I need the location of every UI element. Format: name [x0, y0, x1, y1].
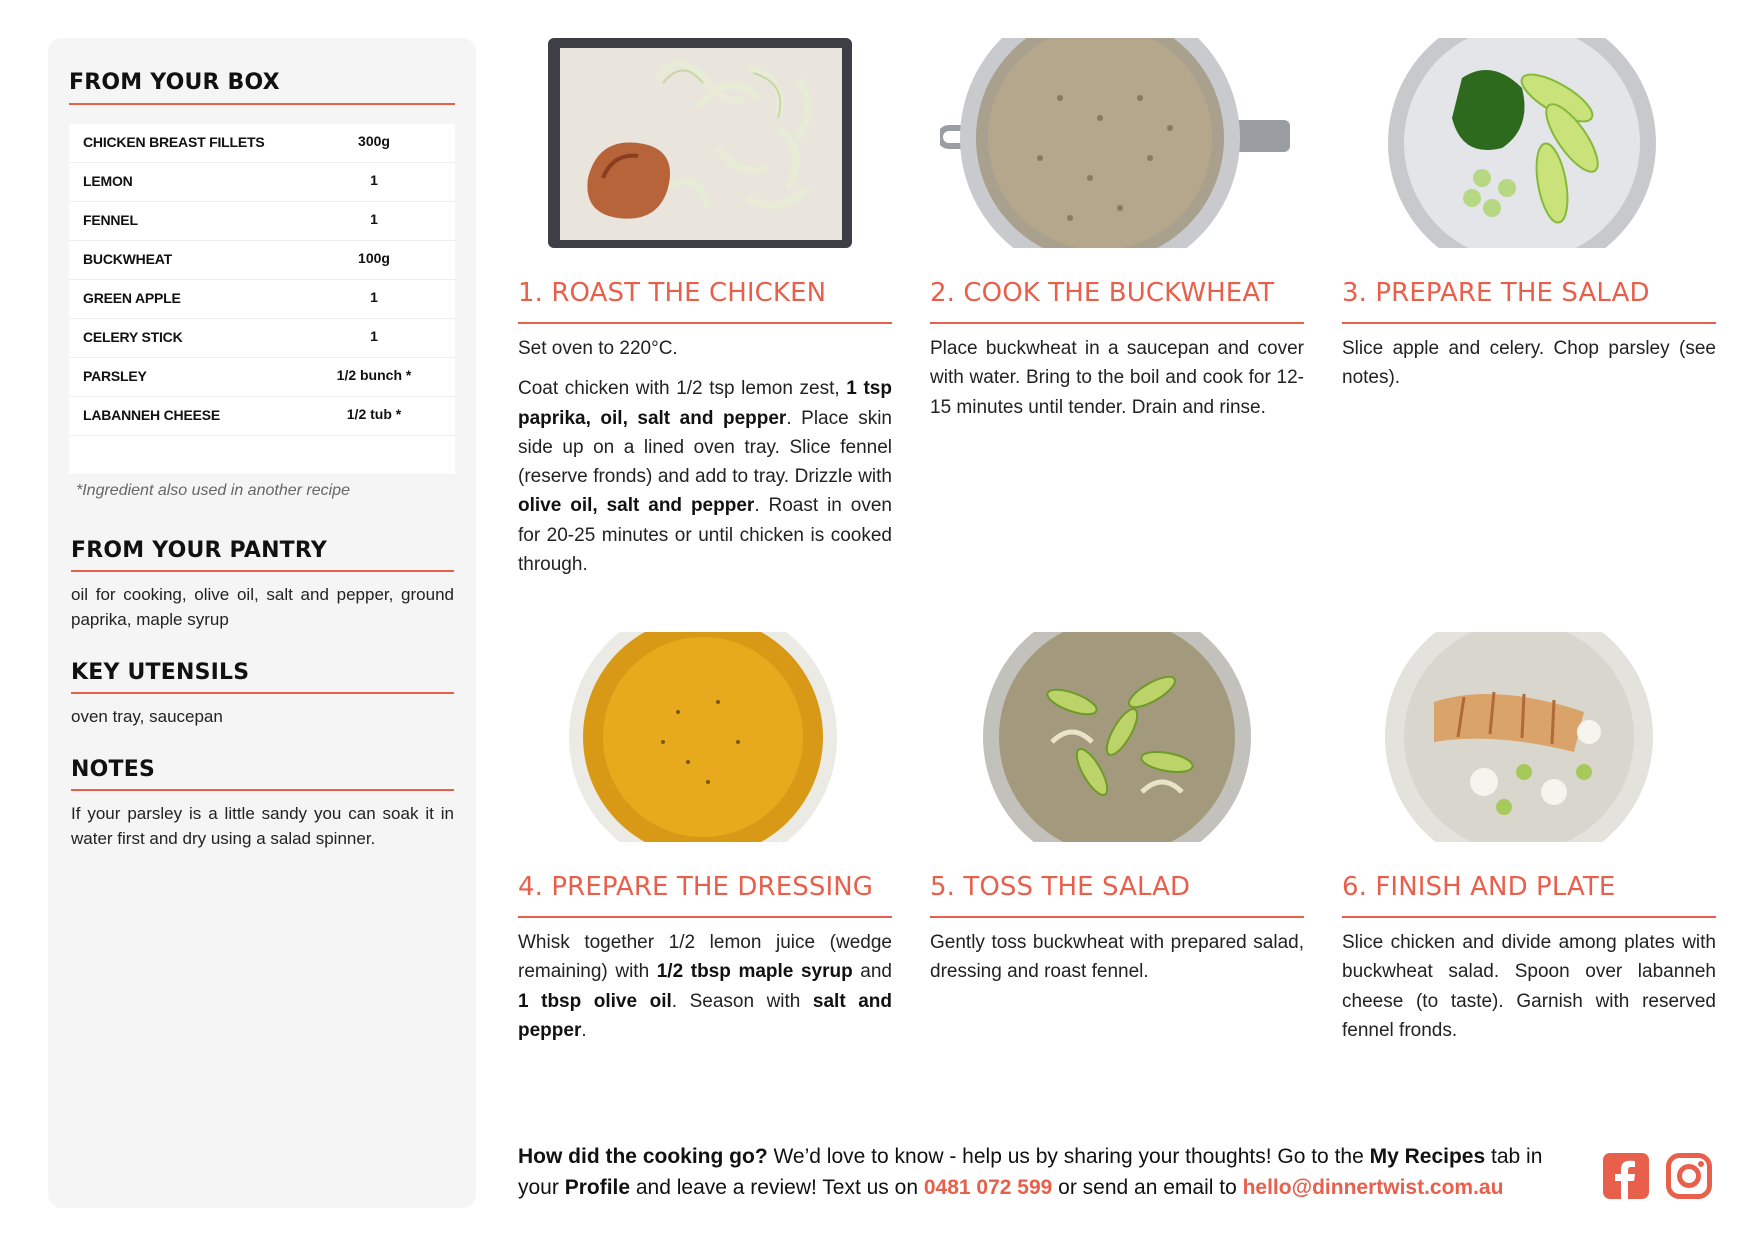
step-5-text: Gently toss buckwheat with prepared salad, dressing and roast fennel. — [930, 932, 1304, 983]
notes-title: NOTES — [71, 757, 155, 782]
ingredient-qty: 1/2 bunch * — [336, 367, 412, 383]
step-2-divider — [930, 322, 1304, 324]
shared-ingredient-footnote: *Ingredient also used in another recipe — [76, 482, 350, 499]
feedback-footer: How did the cooking go? We’d love to know - help us by sharing your thoughts! Go to the My Recipes tab in your Profile and leave a review! Text us on 0481 072 599 or send an email to hello@dinnertwist.com.au — [518, 1145, 1543, 1199]
step-3-text: Slice apple and celery. Chop parsley (see notes). — [1342, 338, 1716, 389]
ingredient-row — [69, 124, 455, 163]
ingredient-qty: 1 — [370, 289, 378, 305]
step-4-title: 4. PREPARE THE DRESSING — [518, 872, 874, 902]
ingredient-qty: 1 — [370, 172, 378, 188]
step-3-divider — [1342, 322, 1716, 324]
step-6-title: 6. FINISH AND PLATE — [1342, 872, 1616, 902]
ingredient-name: PARSLEY — [83, 368, 147, 384]
pantry-title: FROM YOUR PANTRY — [71, 538, 327, 563]
ingredient-qty: 1 — [370, 211, 378, 227]
roast-tray-photo — [548, 38, 852, 248]
ingredient-name: FENNEL — [83, 212, 138, 228]
step-2-title: 2. COOK THE BUCKWHEAT — [930, 278, 1275, 308]
ingredient-row — [69, 163, 455, 202]
step-3-body — [1342, 334, 1716, 404]
ingredient-row — [69, 397, 455, 436]
ingredient-name: LABANNEH CHEESE — [83, 407, 221, 423]
step-1-body — [518, 334, 892, 590]
tossed-salad-photo — [982, 632, 1252, 842]
ingredient-row — [69, 241, 455, 280]
ingredient-qty: 1 — [370, 328, 378, 344]
ingredient-name: CHICKEN BREAST FILLETS — [83, 134, 265, 150]
ingredient-name: CELERY STICK — [83, 329, 183, 345]
notes-text: If your parsley is a little sandy you can soak it in water first and dry using a salad spinner. — [71, 804, 454, 848]
ingredient-qty: 1/2 tub * — [346, 406, 402, 422]
utensils-divider — [71, 692, 454, 694]
step-2-body — [930, 334, 1304, 433]
utensils-title: KEY UTENSILS — [71, 660, 250, 685]
instagram-icon[interactable] — [1666, 1153, 1712, 1199]
buckwheat-strainer-photo — [940, 38, 1304, 248]
ingredients-sidebar — [48, 38, 476, 1208]
step-4-text: Whisk together 1/2 lemon juice (wedge remaining) with 1/2 tbsp maple syrup and 1 tbsp olive oil. Season with salt and pepper. — [518, 932, 892, 1041]
step-5-title: 5. TOSS THE SALAD — [930, 872, 1191, 902]
facebook-icon[interactable] — [1603, 1153, 1649, 1199]
ingredient-qty: 300g — [358, 133, 390, 149]
step-1-title: 1. ROAST THE CHICKEN — [518, 278, 827, 308]
ingredient-qty: 100g — [358, 250, 390, 266]
plated-dish-photo — [1384, 632, 1654, 842]
box-title-divider — [69, 103, 455, 105]
ingredient-name: LEMON — [83, 173, 133, 189]
step-1-text-1: Set oven to 220°C. — [518, 338, 678, 359]
ingredient-row — [69, 280, 455, 319]
email-link[interactable]: hello@dinnertwist.com.au — [1242, 1176, 1504, 1199]
ingredient-row — [69, 202, 455, 241]
ingredients-table — [69, 124, 455, 474]
step-6-divider — [1342, 916, 1716, 918]
step-2-text: Place buckwheat in a saucepan and cover with water. Bring to the boil and cook for 12-15 minutes until tender. Drain and rinse. — [930, 338, 1304, 418]
pantry-divider — [71, 570, 454, 572]
step-3-title: 3. PREPARE THE SALAD — [1342, 278, 1650, 308]
notes-divider — [71, 789, 454, 791]
dressing-bowl-photo — [568, 632, 838, 842]
step-4-divider — [518, 916, 892, 918]
step-6-text: Slice chicken and divide among plates with buckwheat salad. Spoon over labanneh cheese (to taste). Garnish with reserved fennel fronds. — [1342, 932, 1716, 1041]
step-5-body — [930, 928, 1304, 998]
phone-link[interactable]: 0481 072 599 — [923, 1176, 1053, 1199]
box-title: FROM YOUR BOX — [69, 70, 280, 95]
feedback-question: How did the cooking go? — [518, 1145, 768, 1168]
utensils-text: oven tray, saucepan — [71, 707, 223, 726]
ingredient-name: BUCKWHEAT — [83, 251, 172, 267]
step-5-divider — [930, 916, 1304, 918]
step-1-text-2: Coat chicken with 1/2 tsp lemon zest, 1 tsp paprika, oil, salt and pepper. Place skin side up on a lined oven tray. Slice fennel (reserve fronds) and add to tray. Drizzle with olive oil, salt and pepper. Roast in oven for 20-25 minutes or until chicken is cooked through. — [518, 378, 892, 576]
ingredient-name: GREEN APPLE — [83, 290, 181, 306]
ingredient-row — [69, 319, 455, 358]
profile-link: Profile — [564, 1176, 631, 1199]
salad-bowl-photo — [1387, 38, 1657, 248]
step-6-body — [1342, 928, 1716, 1056]
step-1-divider — [518, 322, 892, 324]
my-recipes-link: My Recipes — [1369, 1145, 1486, 1168]
ingredient-row — [69, 358, 455, 397]
ingredient-row-empty — [69, 436, 455, 474]
step-4-body — [518, 928, 892, 1056]
pantry-text: oil for cooking, olive oil, salt and pepper, ground paprika, maple syrup — [71, 585, 454, 629]
